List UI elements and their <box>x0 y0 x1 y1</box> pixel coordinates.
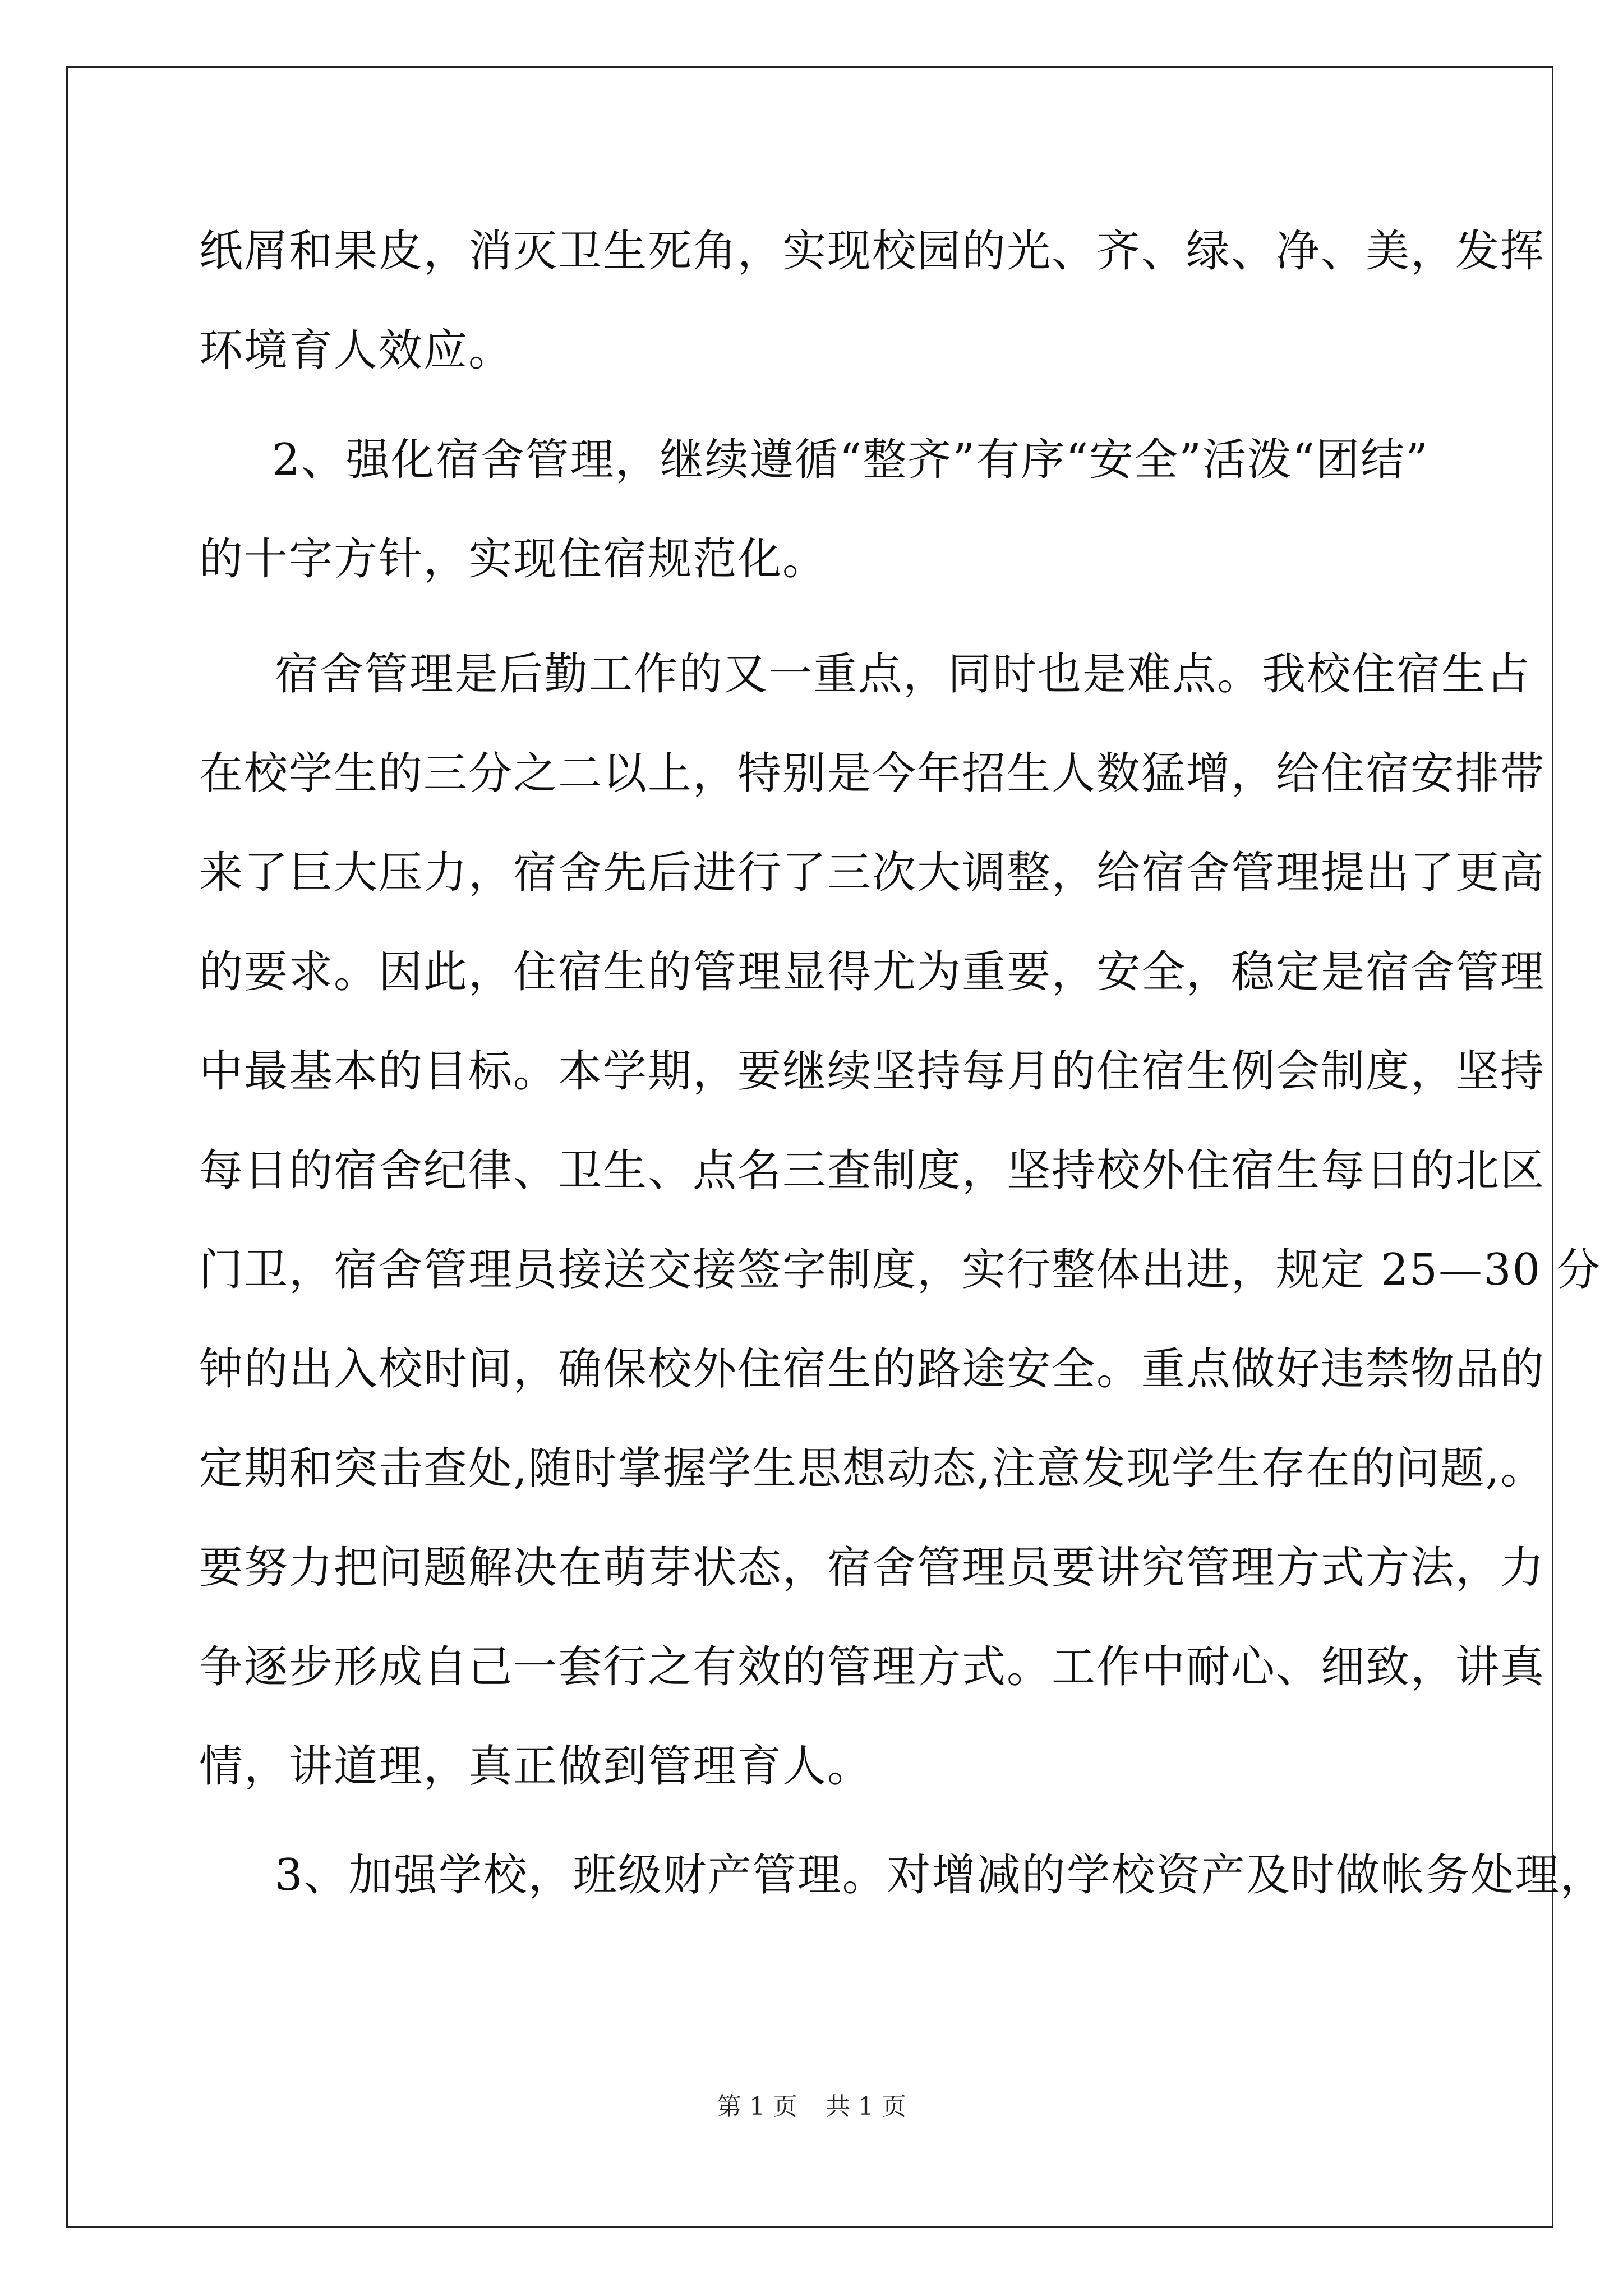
text-line: 的要求。因此，住宿生的管理显得尤为重要，安全，稳定是宿舍管理 <box>199 947 1546 997</box>
text-line: 环境育人效应。 <box>199 325 514 376</box>
text-line: 的十字方针，实现住宿规范化。 <box>199 534 828 585</box>
text-line: 中最基本的目标。本学期，要继续坚持每月的住宿生例会制度，坚持 <box>199 1046 1546 1097</box>
text-line: 钟的出入校时间，确保校外住宿生的路途安全。重点做好违禁物品的 <box>199 1344 1546 1395</box>
text-line: 来了巨大压力，宿舍先后进行了三次大调整，给宿舍管理提出了更高 <box>199 848 1546 898</box>
text-line: 要努力把问题解决在萌芽状态，宿舍管理员要讲究管理方式方法，力 <box>199 1543 1546 1593</box>
page-footer <box>0 2090 1623 2124</box>
text-line: 在校学生的三分之二以上，特别是今年招生人数猛增，给住宿安排带 <box>199 748 1546 799</box>
text-line: 情，讲道理，真正做到管理育人。 <box>199 1741 873 1792</box>
text-line: 门卫，宿舍管理员接送交接签字制度，实行整体出进，规定 25—30 分 <box>199 1245 1602 1295</box>
text-line: 3、加强学校，班级财产管理。对增减的学校资产及时做帐务处理， <box>275 1850 1605 1901</box>
text-line: 争逐步形成自己一套行之有效的管理方式。工作中耐心、细致，讲真 <box>199 1642 1546 1692</box>
page-number: 第 1 页 <box>717 2092 797 2121</box>
text-line: 每日的宿舍纪律、卫生、点名三查制度，坚持校外住宿生每日的北区 <box>199 1145 1546 1196</box>
text-line: 2、强化宿舍管理，继续遵循“整齐”有序“安全”活泼“团结” <box>272 435 1429 485</box>
text-line: 纸屑和果皮，消灭卫生死角，实现校园的光、齐、绿、净、美，发挥 <box>199 226 1546 277</box>
text-line: 宿舍管理是后勤工作的又一重点，同时也是难点。我校住宿生占 <box>275 649 1532 700</box>
page-total: 共 1 页 <box>826 2092 906 2121</box>
text-line: 定期和突击查处,随时掌握学生思想动态,注意发现学生存在的问题,。 <box>199 1443 1546 1494</box>
